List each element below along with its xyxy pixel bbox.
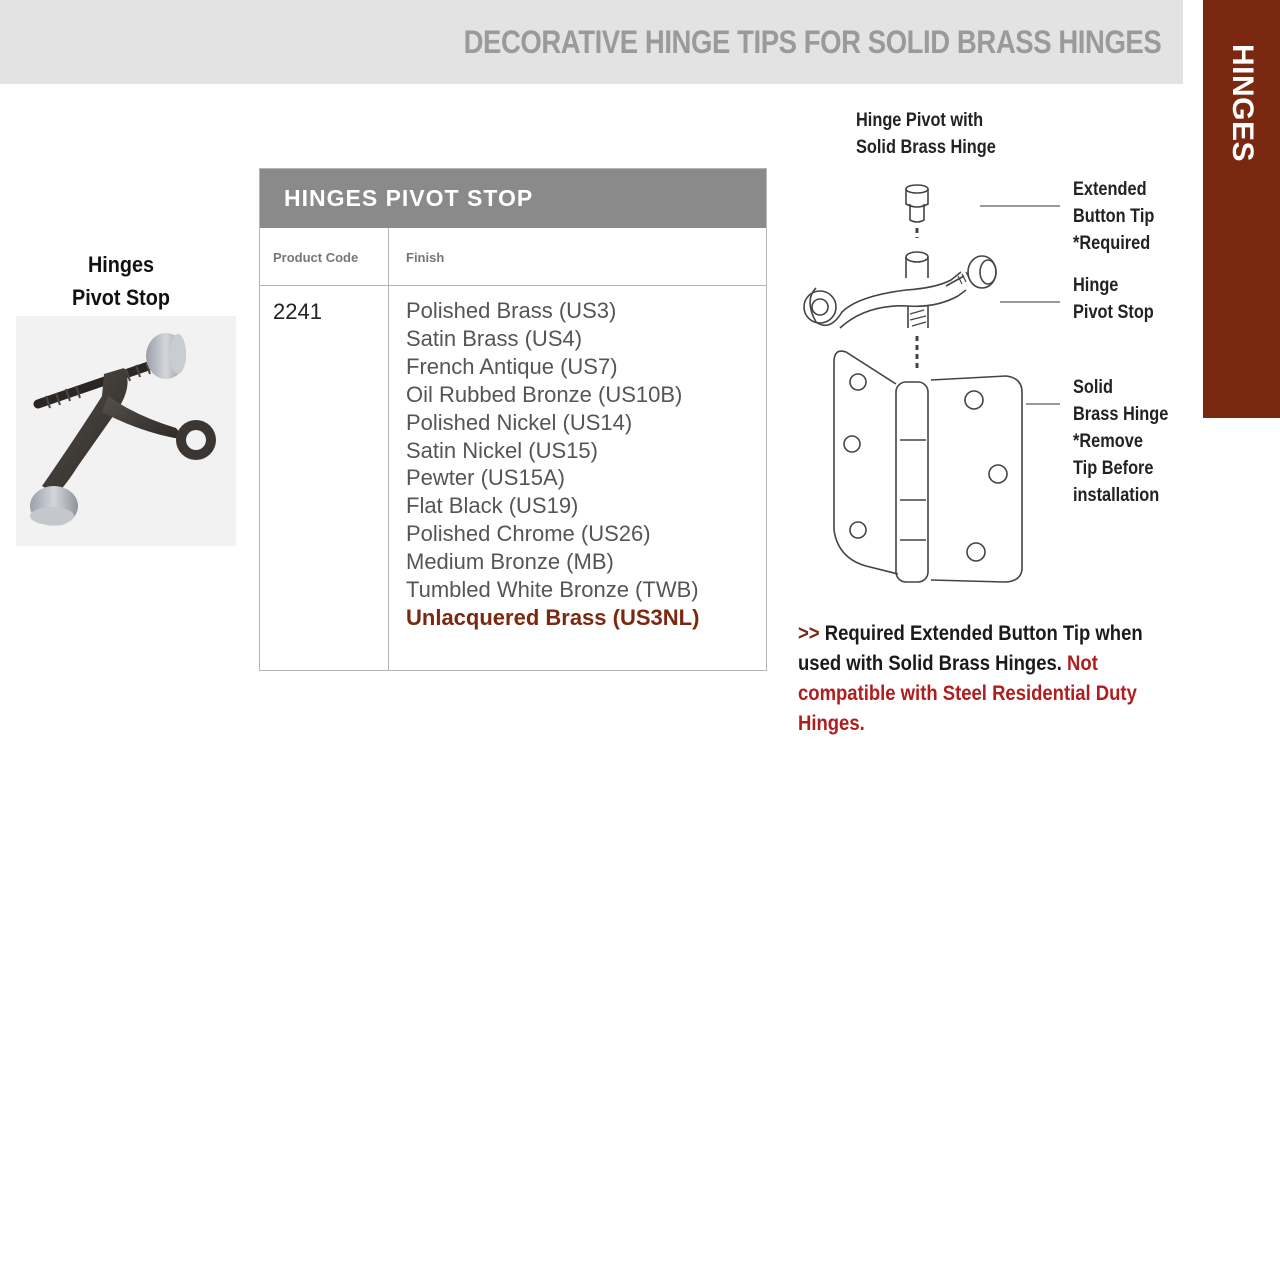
label-extended-button-tip [1073, 176, 1154, 257]
finish-list [406, 297, 699, 632]
button-tip-drawing [906, 185, 928, 222]
label-line: Hinge [1073, 275, 1119, 296]
finish-item: Polished Chrome (US26) [406, 521, 651, 547]
finish-item: Polished Nickel (US14) [406, 409, 633, 435]
label-hinge-pivot-stop [1073, 272, 1154, 326]
finish-item: Flat Black (US19) [406, 493, 579, 519]
label-line: *Remove [1073, 431, 1143, 452]
page-title: DECORATIVE HINGE TIPS FOR SOLID BRASS HINGES [463, 24, 1161, 60]
label-line: installation [1073, 485, 1160, 506]
pivot-stop-image [16, 316, 236, 546]
table-title: HINGES PIVOT STOP [260, 169, 766, 228]
installation-diagram [786, 100, 1186, 610]
column-header-finish: Finish [406, 250, 445, 265]
label-solid-brass-hinge [1073, 374, 1168, 509]
label-line: Extended [1073, 179, 1147, 200]
finish-item: Satin Nickel (US15) [406, 437, 598, 463]
label-line: Button Tip [1073, 206, 1155, 227]
compatibility-note [798, 619, 1176, 739]
note-text: Required Extended Button Tip when used with Solid Brass Hinges. [798, 622, 1143, 675]
product-code-cell: 2241 [273, 299, 322, 324]
column-divider [388, 228, 389, 670]
product-photo [16, 316, 236, 546]
finish-item: Tumbled White Bronze (TWB) [406, 577, 699, 603]
finish-item-highlighted: Unlacquered Brass (US3NL) [406, 604, 700, 630]
note-arrow: >> [798, 622, 820, 645]
label-line: Brass Hinge [1073, 404, 1169, 425]
column-header-product-code: Product Code [273, 250, 359, 265]
top-banner [0, 0, 1183, 84]
product-caption-line2: Pivot Stop [72, 285, 170, 310]
finish-item: Pewter (US15A) [406, 465, 565, 491]
bottom-rubber-cap [30, 486, 78, 526]
label-line: Tip Before [1073, 458, 1154, 479]
label-line: *Required [1073, 233, 1151, 254]
note-warning: Not compatible with Steel Residential Duty Hinges. [798, 652, 1137, 735]
section-tab-label: HINGES [1225, 43, 1259, 163]
top-rubber-cap [146, 333, 186, 379]
mounting-ring [176, 420, 216, 460]
leader-lines [980, 206, 1060, 404]
finish-item: French Antique (US7) [406, 353, 618, 379]
diagram-title-line1: Hinge Pivot with [856, 110, 984, 131]
finish-item: Medium Bronze (MB) [406, 549, 614, 575]
spec-table [259, 168, 767, 671]
section-tab[interactable] [1203, 0, 1280, 418]
diagram-title-line2: Solid Brass Hinge [856, 137, 996, 158]
finish-item: Satin Brass (US4) [406, 325, 583, 351]
label-line: Pivot Stop [1073, 302, 1154, 323]
product-caption [39, 248, 203, 314]
label-line: Solid [1073, 377, 1113, 398]
product-caption-line1: Hinges [87, 252, 155, 277]
hinge-drawing [834, 351, 1022, 582]
table-column-headers [260, 228, 766, 286]
pivot-stop-drawing [804, 252, 996, 328]
finish-item: Oil Rubbed Bronze (US10B) [406, 381, 683, 407]
finish-item: Polished Brass (US3) [406, 298, 617, 323]
